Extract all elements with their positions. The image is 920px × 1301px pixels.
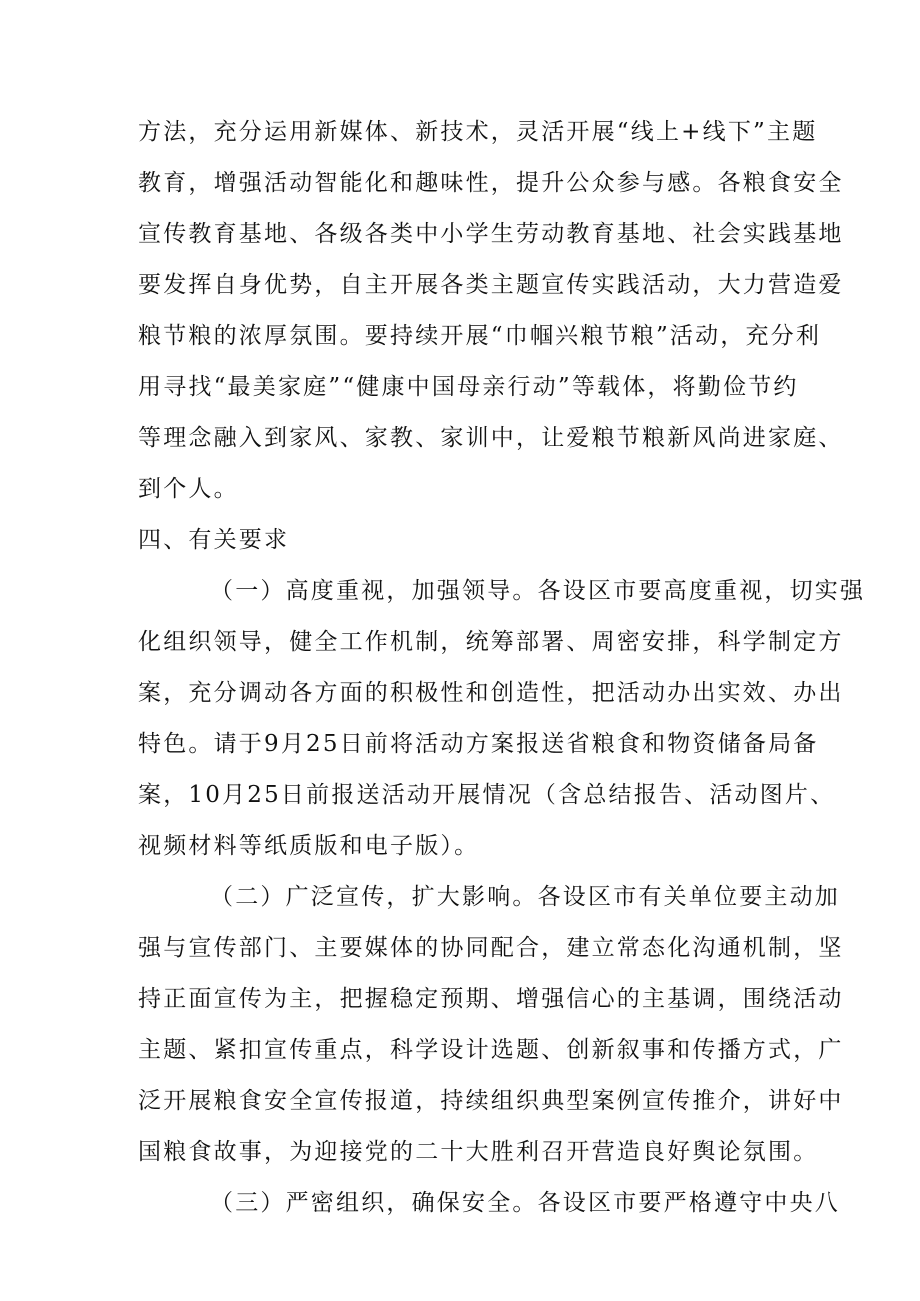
body-text-line: 粮节粮的浓厚氛围。要持续开展“巾帼兴粮节粮”活动，充分利 [138, 323, 822, 349]
body-text-line: 方法，充分运用新媒体、新技术，灵活开展“线上+线下”主题 [138, 119, 818, 145]
body-text-line: 化组织领导，健全工作机制，统筹部署、周密安排，科学制定方 [138, 629, 844, 655]
body-text-line: 国粮食故事，为迎接党的二十大胜利召开营造良好舆论氛围。 [138, 1139, 819, 1165]
paragraph-first-line: （一）高度重视，加强领导。各设区市要高度重视，切实强 [210, 578, 866, 604]
body-text-line: 泛开展粮食安全宣传报道，持续组织典型案例宣传推介，讲好中 [138, 1088, 844, 1114]
paragraph-first-line: （二）广泛宣传，扩大影响。各设区市有关单位要主动加 [210, 884, 840, 910]
body-text-line: 主题、紧扣宣传重点，科学设计选题、创新叙事和传播方式，广 [138, 1037, 844, 1063]
body-text-line: 强与宣传部门、主要媒体的协同配合，建立常态化沟通机制，坚 [138, 935, 844, 961]
body-text-line: 用寻找“最美家庭”“健康中国母亲行动”等载体，将勤俭节约 [138, 374, 799, 400]
body-text-line: 案，10月25日前报送活动开展情况（含总结报告、活动图片、 [138, 782, 836, 808]
body-text-line: 特色。请于9月25日前将活动方案报送省粮食和物资储备局备 [138, 731, 819, 757]
body-text-line: 教育，增强活动智能化和趣味性，提升公众参与感。各粮食安全 [138, 170, 844, 196]
body-text-line: 要发挥自身优势，自主开展各类主题宣传实践活动，大力营造爱 [138, 272, 844, 298]
section-heading: 四、有关要求 [138, 527, 290, 553]
body-text-line: 到个人。 [138, 476, 239, 502]
paragraph-first-line: （三）严密组织，确保安全。各设区市要严格遵守中央八 [210, 1190, 840, 1216]
body-text-line: 等理念融入到家风、家教、家训中，让爱粮节粮新风尚进家庭、 [138, 425, 844, 451]
body-text-line: 持正面宣传为主，把握稳定预期、增强信心的主基调，围绕活动 [138, 986, 844, 1012]
body-text-line: 宣传教育基地、各级各类中小学生劳动教育基地、社会实践基地 [138, 221, 844, 247]
body-text-line: 案，充分调动各方面的积极性和创造性，把活动办出实效、办出 [138, 680, 844, 706]
body-text-line: 视频材料等纸质版和电子版）。 [138, 833, 480, 859]
